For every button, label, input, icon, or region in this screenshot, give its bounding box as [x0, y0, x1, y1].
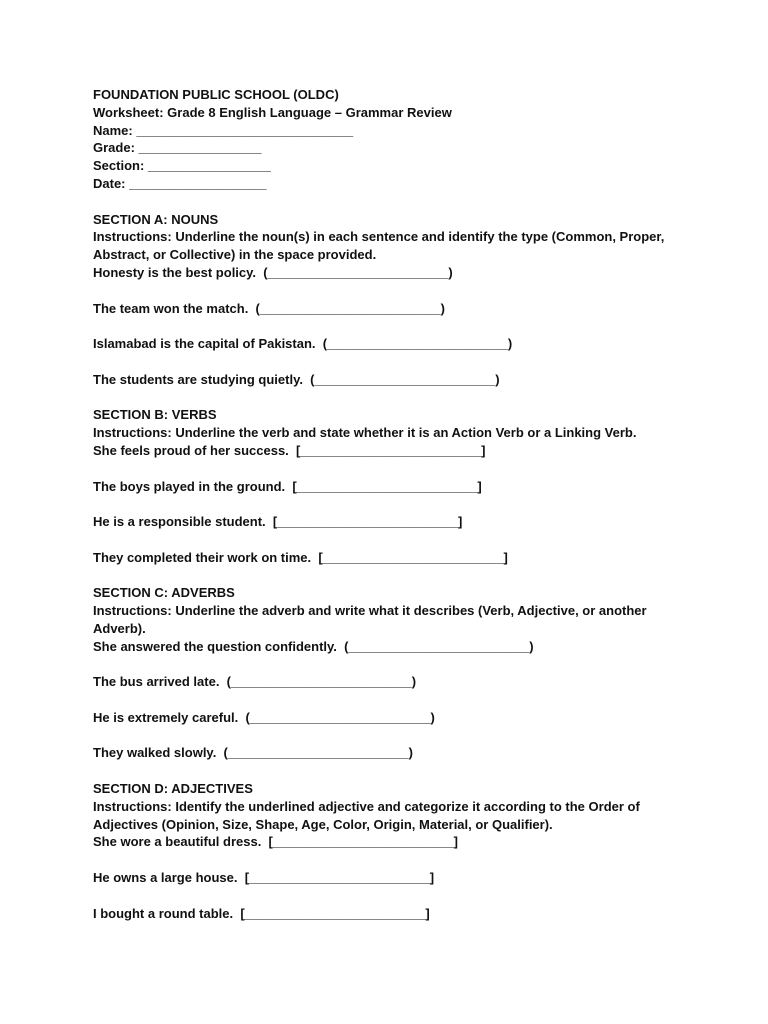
section-d-item-3: I bought a round table. [_________________________]	[93, 905, 430, 921]
section-b-title: SECTION B: VERBS	[93, 407, 217, 423]
section-a-instructions: Instructions: Underline the noun(s) in each sentence and identify the type (Common, Proper, Abstract, or Collective) in the space provided.	[93, 229, 665, 263]
worksheet-title: Worksheet: Grade 8 English Language – Grammar Review	[93, 104, 452, 120]
section-a-item-2: The team won the match. (_________________________)	[93, 300, 445, 316]
section-c-item-3: He is extremely careful. (_________________________)	[93, 709, 435, 725]
section-b-instructions: Instructions: Underline the verb and state whether it is an Action Verb or a Linking Verb.	[93, 425, 637, 441]
section-d-instructions: Instructions: Identify the underlined adjective and categorize it according to the Order of Adjectives (Opinion, Size, Shape, Age, Color, Origin, Material, or Qualifier).	[93, 798, 640, 832]
section-c-item-1: She answered the question confidently. (_________________________)	[93, 638, 534, 654]
section-a-item-4: The students are studying quietly. (_________________________)	[93, 371, 500, 387]
section-c-item-4: They walked slowly. (_________________________)	[93, 745, 413, 761]
section-c-title: SECTION C: ADVERBS	[93, 585, 235, 601]
section-field: Section: _________________	[93, 158, 271, 174]
section-d-item-1: She wore a beautiful dress. [_________________________]	[93, 834, 458, 850]
section-b-item-4: They completed their work on time. [_________________________]	[93, 549, 508, 565]
section-a-item-1: Honesty is the best policy. (_________________________)	[93, 264, 453, 280]
section-d-title: SECTION D: ADJECTIVES	[93, 781, 253, 797]
section-d-item-2: He owns a large house. [_________________________]	[93, 870, 435, 886]
section-a-title: SECTION A: NOUNS	[93, 211, 219, 227]
section-b-item-3: He is a responsible student. [_________________________]	[93, 514, 463, 530]
section-c-item-2: The bus arrived late. (_________________________)	[93, 674, 417, 690]
section-b-item-2: The boys played in the ground. [_________________________]	[93, 478, 482, 494]
name-field: Name: ______________________________	[93, 122, 354, 138]
section-b-item-1: She feels proud of her success. [_________________________]	[93, 442, 486, 458]
section-c-instructions: Instructions: Underline the adverb and write what it describes (Verb, Adjective, or another Adverb).	[93, 603, 647, 636]
date-field: Date: ___________________	[93, 175, 267, 191]
school-name: FOUNDATION PUBLIC SCHOOL (OLDC)	[93, 87, 339, 102]
grade-field: Grade: _________________	[93, 140, 262, 156]
section-a-item-3: Islamabad is the capital of Pakistan. (_________________________)	[93, 336, 513, 352]
